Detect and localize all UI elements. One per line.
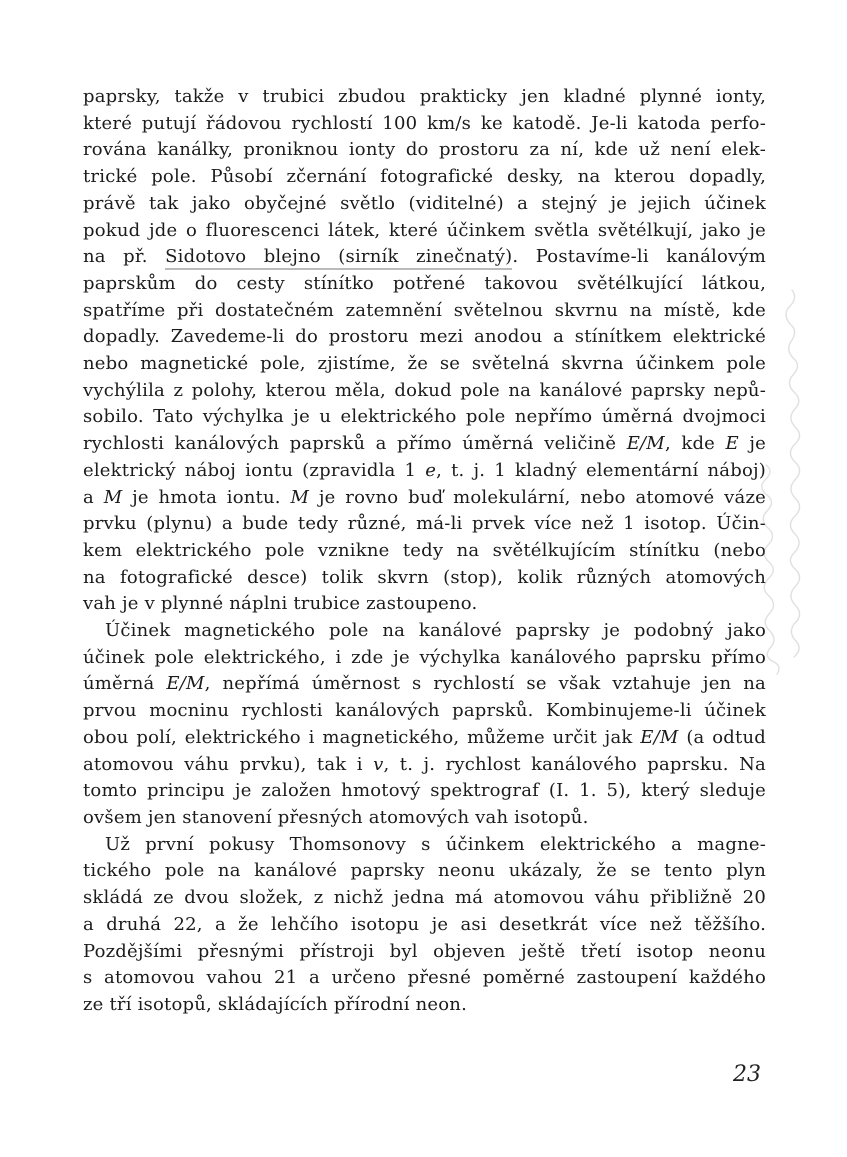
text-line: dopadly. Zavedeme-li do prostoru mezi anodou a stínítkem elektrické <box>83 326 766 348</box>
text-line: tického pole na kanálové paprsky neonu ukázaly, že se tento plyn <box>83 860 766 882</box>
text-line: prvku (plynu) a bude tedy různé, má-li prvek více než 1 isotop. Účin- <box>83 513 766 535</box>
paragraph <box>83 832 766 1019</box>
text-line: ovšem jen stanovení přesných atomových vah isotopů. <box>83 806 589 828</box>
text-line: Už první pokusy Thomsonovy s účinkem elektrického a magne- <box>105 833 766 855</box>
text-line: paprskům do cesty stínítko potřené takovou světélkující látkou, <box>83 272 766 294</box>
text-line: účinek pole elektrického, i zde je výchylka kanálového paprsku přímo <box>83 646 766 668</box>
text-line: ze tří isotopů, skládajících přírodní neon. <box>83 993 468 1015</box>
text-line: Účinek magnetického pole na kanálové paprsky je podobný jako <box>105 620 766 642</box>
text-line: prvou mocninu rychlosti kanálových paprsků. Kombinujeme-li účinek <box>83 700 766 722</box>
text-line: trické pole. Působí zčernání fotografické desky, na kterou dopadly, <box>83 166 766 188</box>
text-line: vah je v plynné náplni trubice zastoupeno. <box>83 593 478 615</box>
paragraph <box>83 618 766 832</box>
text-line: rována kanálky, proniknou ionty do prostoru za ní, kde už není elek- <box>83 139 766 161</box>
text-line: paprsky, takže v trubici zbudou prakticky jen kladné plynné ionty, <box>83 86 766 107</box>
text-line: vychýlila z polohy, kterou měla, dokud pole na kanálové paprsky nepů- <box>83 379 766 401</box>
text-line: skládá ze dvou složek, z nichž jedna má atomovou váhu přibližně 20 <box>83 887 766 909</box>
text-line: úměrná E/M, nepřímá úměrnost s rychlostí se však vztahuje jen na <box>83 673 766 695</box>
text-block <box>83 84 766 1019</box>
text-line: právě tak jako obyčejné světlo (viditelné) a stejný je jejich účinek <box>83 192 766 214</box>
page-number: 23 <box>733 1062 761 1087</box>
text-line: s atomovou vahou 21 a určeno přesné poměrné zastoupení každého <box>83 967 766 989</box>
text-line: které putují řádovou rychlostí 100 km/s ke katodě. Je-li katoda perfo- <box>83 112 766 134</box>
text-line: tomto principu je založen hmotový spektrograf (I. 1. 5), který sleduje <box>83 780 766 802</box>
text-line: spatříme při dostatečném zatemnění světelnou skvrnu na místě, kde <box>83 299 766 321</box>
text-line: a M je hmota iontu. M je rovno buď molekulární, nebo atomové váze <box>83 486 766 508</box>
text-line: atomovou váhu prvku), tak i v, t. j. rychlost kanálového paprsku. Na <box>83 753 766 775</box>
text-line: obou polí, elektrického i magnetického, můžeme určit jak E/M (a odtud <box>83 726 766 748</box>
text-line: Pozdějšími přesnými přístroji byl objeven ještě třetí isotop neonu <box>83 940 766 962</box>
text-line: kem elektrického pole vznikne tedy na světélkujícím stínítku (nebo <box>83 539 766 561</box>
text-line: elektrický náboj iontu (zpravidla 1 e, t. j. 1 kladný elementární náboj) <box>83 459 766 481</box>
text-line: na fotografické desce) tolik skvrn (stop), kolik různých atomových <box>83 566 766 588</box>
text-line: sobilo. Tato výchylka je u elektrického pole nepřímo úměrná dvojmoci <box>83 406 766 428</box>
text-line: a druhá 22, a že lehčího isotopu je asi desetkrát více než těžšího. <box>83 913 766 935</box>
text-line: pokud jde o fluorescenci látek, které účinkem světla světélkují, jako je <box>83 219 766 241</box>
text-line: nebo magnetické pole, zjistíme, že se světelná skvrna účinkem pole <box>83 353 766 375</box>
text-line: na př. Sidotovo blejno (sirník zinečnatý). Postavíme-li kanálovým <box>83 244 766 271</box>
paragraph <box>83 84 766 618</box>
pencil-underlined-phrase: Sidotovo blejno (sirník zinečnatý) <box>165 246 512 270</box>
text-line: rychlosti kanálových paprsků a přímo úměrná veličině E/M, kde E je <box>83 433 766 455</box>
